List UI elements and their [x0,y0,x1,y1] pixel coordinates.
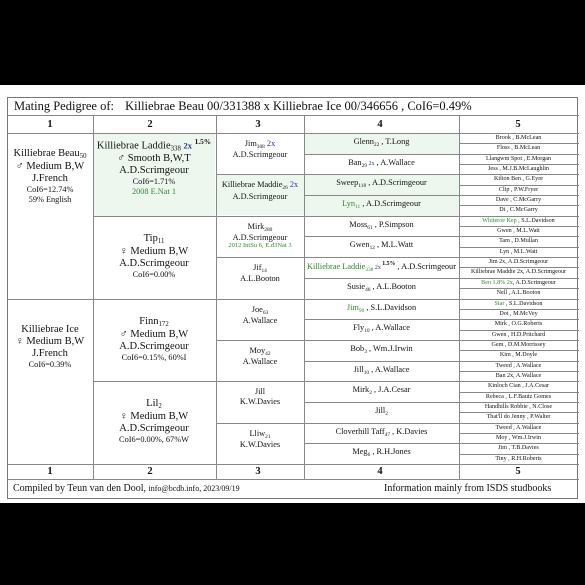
column-header-4: 4 [377,119,383,130]
gen4-owner: , T.Long [379,137,410,146]
gen4-owner: , M.L.Watt [374,240,414,250]
gen3-owner: A.Wallace [242,357,278,367]
gen4-cell [304,303,459,314]
gen3-repeat: 2x [287,180,299,190]
grid-hline [304,381,459,382]
grid-hline [459,381,579,382]
gen3-sub: 42 [265,350,271,357]
gen4-sub: 2 [385,410,388,417]
gen3-name: Jill [254,387,266,397]
gen5-entry: Tam , D.Mullan [499,238,538,245]
sire-owner: J.French [32,172,68,184]
gen4-cell [304,344,459,355]
grid-hline [216,257,304,258]
gen4-name: Sweep [336,178,359,188]
grid-hline [304,443,459,444]
gen4-name: Mirk [352,385,370,395]
gen4-owner: , P.Simpson [372,219,414,229]
sire-sex: ♂ Medium B,W [15,160,85,172]
grid-hline [459,412,579,413]
grid-hline [459,216,579,217]
gen5-entry: Jim , T.B.Davies [498,445,539,452]
gen5-entry: Kim , M.Doyle [499,352,538,359]
gen4-name: Meg [352,447,368,457]
gen4-owner: , A.D.Scrimgeour [366,178,427,188]
gen5-entry [459,216,578,226]
gen3-owner: A.L.Booton [240,274,280,284]
gen4-name: Moss [349,219,368,229]
dam-cell [8,324,92,370]
grid-hline [304,402,459,403]
sire-extra: 59% English [28,194,72,204]
title-main: Killiebrae Beau 00/331388 x Killiebrae Ice 00/346656 , CoI6=0.49% [125,99,472,113]
gen3-owner: A.D.Scrimgeour [232,150,288,160]
gen4-repeat: 2x [373,264,381,271]
gen4-sub: 10 [363,369,370,376]
gen4-name: Susie [347,281,366,291]
grid-hline [93,216,216,217]
gen5-entry: Di , C.McGarry [499,207,538,214]
gen4-name: Ban [348,157,362,167]
gen3-sub: 21 [265,433,271,440]
gen5-entry: Gwen , M.L.Watt [497,228,540,235]
grid-hline [459,257,579,258]
gen5-entry: Dave , C.McGarry [495,197,542,204]
gen5-owner: , S.L.Davidson [505,300,543,307]
gen5-name: Whiteroe Kep [482,217,519,224]
gen4-owner: , A.L.Booton [370,281,416,291]
grid-hline [459,267,579,268]
gen5-entry: Kilton Ben , G.Eyre [494,176,543,183]
grid-hline [459,423,579,424]
title-prefix: Mating Pedigree of: [14,99,114,113]
gen3-cell [216,429,304,450]
grid-hline [459,350,579,351]
gen5-entry: That'll do Jenny , P.Walter [486,414,551,421]
grid-vline [93,115,94,479]
footer-left [13,483,240,494]
grid-hline [216,174,304,175]
gen3-sub: 63 [262,309,269,316]
gen4-name: Cloverhill Taff [335,426,385,436]
gen4-sub: 118 [358,183,367,190]
gen4-name: Fly [353,323,365,333]
gen3-name: Killiebrae Maddie [221,180,283,190]
column-footer-5: 5 [515,466,521,477]
column-header-5: 5 [515,119,521,130]
gen4-owner: , A.Wallace [369,323,410,333]
gen3-name: Jif [253,263,262,273]
gen4-owner: , R.H.Jones [370,447,411,457]
gen5-entry: Jess , M.J.B.McLaughlin [488,166,549,173]
grid-hline [304,278,459,279]
gen4-cell [304,282,459,293]
column-header-3: 3 [255,119,261,130]
gen3-award: 2012 IntSu 6, E.d3Nat 3 [228,242,292,250]
compiler-text: Compiled by Teun van den Dool, [13,483,146,494]
gen4-sub: 338 [365,266,374,273]
grid-vline [304,115,305,479]
gen5-name: Ben 1.8% 2x [481,279,513,286]
grid-hline [304,174,459,175]
gen2-1-coi: CoI6=1.71% [132,177,176,187]
gen4-sub: 22 [373,142,380,148]
gen3-cell [216,263,304,284]
gen5-entry [459,278,578,288]
column-footer-4: 4 [377,466,383,477]
gen5-entry: Rebeca , L.F.Bautz Gomes [485,393,552,400]
gen5-entry: Dot , M.McVey [499,310,538,317]
gen4-owner: , A.D.Scrimgeour [360,199,421,209]
gen2-cell-4: Lil$_2$ ♀ Medium B,W A.D.Scrimgeour CoI6=0.00%, 67%W [119,398,189,444]
gen5-entry: Gem , D.M.Morrissey [491,341,546,348]
gen4-sub: 46 [365,286,371,293]
gen3-name: Jim [244,139,257,148]
grid-hline [216,340,304,341]
gen4-sub: 90 [358,307,365,314]
gen4-sub: 6 [367,452,371,459]
page-title [14,99,472,114]
grid-hline [459,205,579,206]
gen5-entry: Clip , P.W.Fryer [498,186,539,193]
pedigree-table [7,97,578,499]
footer-right: Information mainly from ISDS studbooks [384,483,552,494]
column-header-2: 2 [147,119,153,130]
gen4-name: Jill [375,405,386,415]
gen3-sub: 14 [261,268,267,275]
gen4-cell [304,158,459,169]
grid-hline [216,299,304,300]
gen4-cell [304,427,459,438]
gen4-owner: , A.Wallace [369,364,410,374]
grid-hline [459,236,579,237]
dam-name: Killiebrae Ice [21,324,79,335]
gen2-cell-3: Finn$_{172}$ ♂ Medium B,W A.D.Scrimgeour CoI6=0.15%, 60%I [119,316,189,362]
gen5-entry: Gwen , H.D.Pritchard [491,331,546,338]
gen4-name: Jill [353,364,364,374]
gen5-entry: Kinloch Cian , J.A.Cesar [488,383,549,390]
gen4-sub: 3 [364,348,367,355]
gen5-entry: Killiebrae Maddie 2x, A.D.Scrimgeour [470,269,567,276]
gen5-entry: Nell , A.L.Booton [496,290,541,297]
grid-hline [459,143,579,144]
grid-hline [459,361,579,362]
gen5-entry: Mirk , O.G.Roberts [494,321,543,328]
gen5-entry: Moy , Wm.J.Irwin [495,434,542,441]
grid-hline [459,164,579,165]
grid-hline [459,226,579,227]
gen5-owner: , S.L.Davidson [518,217,555,224]
grid-hline [459,319,579,320]
gen4-owner: , Wm.J.Irwin [366,343,413,353]
grid-vline [216,115,217,479]
grid-hline [304,257,459,258]
gen5-name: Star [494,300,506,307]
gen2-cell-2: Tip$_{11}$ ♀ Medium B,W A.D.Scrimgeour CoI6=0.00% [119,233,189,279]
gen3-owner: A.Wallace [242,315,278,325]
gen3-name: Joe [251,304,263,314]
gen4-cell [304,406,459,417]
grid-hline [459,154,579,155]
gen4-owner: , A.D.Scrimgeour [395,261,456,271]
gen4-sub: 47 [384,431,391,438]
gen4-cell [304,385,459,396]
gen2-1-name: Killiebrae Laddie [96,140,171,152]
gen3-cell [216,305,304,326]
sire-coi: CoI6=12.74% [26,184,74,194]
gen4-cell [304,365,459,376]
grid-hline [304,195,459,196]
gen2-1-award: 2008 E.Nat 1 [131,187,176,196]
gen4-owner: , A.Wallace [374,157,415,167]
dam-coi: CoI6=0.39% [28,360,72,370]
gen4-cell [304,261,459,273]
gen2-1-owner: A.D.Scrimgeour [119,165,189,177]
gen4-percent: 1.5% [380,261,396,268]
grid-hline [304,236,459,237]
grid-hline [459,454,579,455]
gen3-cell [216,346,304,367]
gen5-entry: Ban 2x, A.Wallace [495,372,542,379]
gen2-1-sex: ♂ Smooth B,W,T [117,153,191,165]
gen4-sub: 29 [361,162,367,169]
gen4-cell [304,447,459,458]
grid-hline [459,392,579,393]
gen3-sub: 280 [264,226,273,233]
gen4-owner: , J.A.Cesar [371,385,411,395]
gen5-owner: , A.D.Scrimgeour [512,279,556,286]
gen3-owner: K.W.Davies [239,439,281,449]
gen5-entry: Floss , B.McLean [496,145,541,152]
gen3-owner: A.D.Scrimgeour [232,232,288,242]
gen5-entry: Tweed , A.Wallace [495,362,542,369]
gen2-cell-1: Killiebrae Laddie$_{338}$ 2x $^{1.5\%}$ ♂ Smooth B,W,T A.D.Scrimgeour CoI6=1.71% 2008 E.Nat 1 [93,138,215,197]
grid-hline [459,309,579,310]
grid-hline [304,216,459,217]
grid-hline [459,402,579,403]
gen4-sub: 61 [367,224,373,231]
grid-hline [459,195,579,196]
grid-hline [216,423,304,424]
gen3-cell [216,139,304,160]
grid-hline [304,423,459,424]
sire-name: Killiebrae Beau [13,148,80,159]
dam-sex: ♀ Medium B,W [15,336,85,348]
gen3-sub: 308 [256,144,265,150]
grid-hline [459,330,579,331]
column-footer-3: 3 [255,466,261,477]
gen4-owner: , K.Davies [390,426,428,436]
grid-hline [459,288,579,289]
gen4-name: Gwen [349,240,370,250]
gen4-cell [304,137,459,148]
gen4-name: Lyn [342,199,356,209]
gen4-cell [304,240,459,251]
grid-hline [304,319,459,320]
grid-hline [459,247,579,248]
gen4-name: Glenn [353,137,374,146]
gen3-cell [216,387,304,406]
grid-hline [459,443,579,444]
sire-cell [8,148,92,204]
grid-hline [459,185,579,186]
grid-hline [93,299,216,300]
gen4-sub: 12 [369,245,375,252]
gen5-entry: Tiny , R.H.Roberts [495,455,542,462]
gen5-entry: Brook , B.McLean [495,135,542,141]
grid-hline [304,154,459,155]
grid-hline [459,299,579,300]
gen3-sub: 26 [282,185,288,192]
compiler-email: info@bcdb.info, 2023/09/19 [148,484,240,493]
column-header-1: 1 [47,119,53,130]
gen3-cell [216,180,304,201]
grid-hline [459,174,579,175]
gen5-entry [459,299,578,309]
sire-sub: 50 [79,153,87,160]
grid-hline [459,433,579,434]
gen4-repeat: 2x [366,160,375,167]
gen4-name: Jim [346,302,359,312]
grid-hline [304,299,459,300]
grid-hline [216,216,304,217]
grid-hline [8,479,579,480]
grid-hline [459,340,579,341]
grid-hline [304,340,459,341]
gen4-sub: 10 [364,328,370,335]
gen5-entry: Jim 2x, A.D.Scrimgeour [488,259,549,266]
pedigree-page [0,85,585,503]
gen4-name: Bob [350,343,365,353]
grid-hline [8,299,93,300]
gen3-name: Mirk [247,221,265,231]
gen5-entry: Handhills Robbie , N.Close [484,403,553,410]
gen4-owner: , S.L.Davidson [364,302,417,312]
gen4-sub: 11 [355,204,361,211]
grid-hline [459,371,579,372]
gen4-cell [304,178,459,189]
dam-owner: J.French [32,348,68,360]
grid-hline [304,361,459,362]
grid-vline [459,115,460,479]
grid-hline [93,381,216,382]
gen3-cell [216,222,304,250]
gen4-cell [304,199,459,210]
gen3-owner: A.D.Scrimgeour [232,191,288,201]
gen5-entry: Lyn , M.L.Watt [499,248,538,255]
gen5-entry: Tweed , A.Wallace [495,424,542,431]
gen3-repeat: 2x [264,139,276,148]
grid-hline [459,278,579,279]
gen3-name: Moy [249,345,266,355]
gen4-name: Killiebrae Laddie [307,261,366,271]
gen4-cell [304,323,459,334]
column-footer-1: 1 [47,466,53,477]
gen5-entry: Llangwm Spot , E.Morgan [485,155,552,162]
gen4-cell [304,220,459,231]
grid-hline [216,381,304,382]
gen4-sub: 2 [369,390,372,397]
column-footer-2: 2 [147,466,153,477]
gen3-name: Lliw [249,428,266,438]
gen3-owner: K.W.Davies [239,396,281,406]
